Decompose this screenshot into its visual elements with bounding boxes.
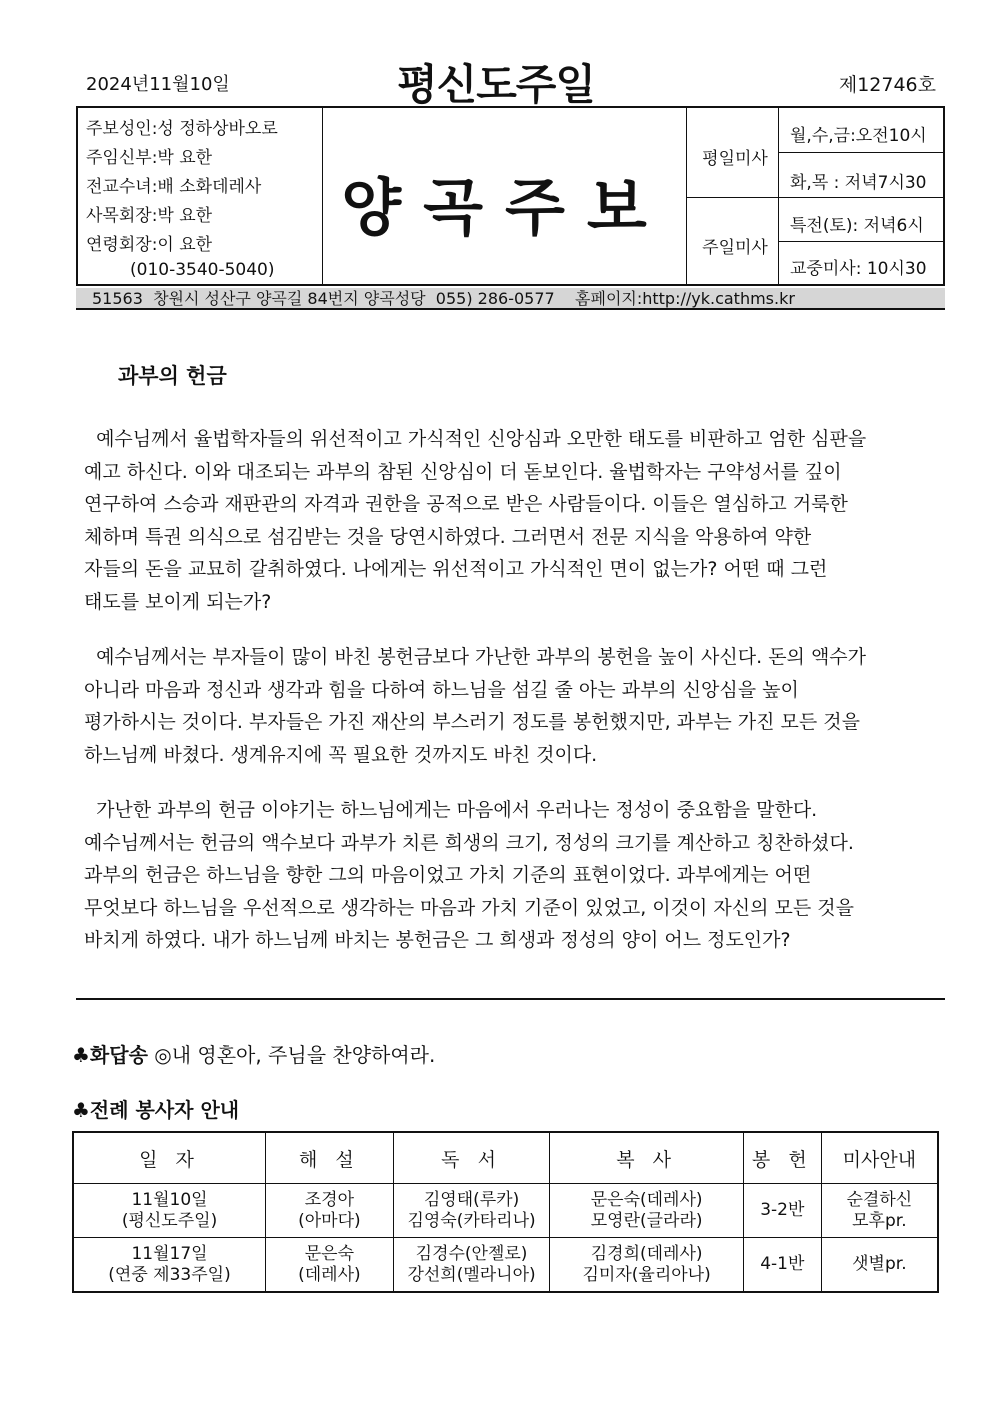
masthead	[76, 106, 945, 286]
header-date: 일 자	[73, 1132, 266, 1184]
cell-line: 모후pr.	[852, 1210, 907, 1231]
cell-line: (데레사)	[298, 1264, 361, 1285]
essay-line: 예고 하신다. 이와 대조되는 과부의 참된 신앙심이 더 돋보인다. 율법학자는 구약성서를 깊이	[84, 460, 842, 483]
essay-paragraph-3	[84, 794, 944, 957]
sunday-time-2: 교중미사: 10시30	[790, 259, 927, 279]
cell-altar-servers	[550, 1184, 744, 1238]
essay-line: 하느님께 바쳤다. 생계유지에 꼭 필요한 것까지도 바친 것이다.	[84, 743, 598, 766]
header-offering: 봉 헌	[743, 1132, 821, 1184]
sunday-mass-label: 주일미사	[702, 238, 768, 258]
cell-readers	[393, 1184, 550, 1238]
sunday-time-1: 특전(토): 저녁6시	[790, 216, 924, 236]
weekday-mass-label: 평일미사	[702, 149, 768, 169]
staff-patron: 주보성인:성 정하상바오로	[86, 119, 278, 139]
cell-commentary	[266, 1184, 394, 1238]
cell-line: 11월17일	[131, 1243, 208, 1264]
essay-line: 바치게 하였다. 내가 하느님께 바치는 봉헌금은 그 희생과 정성의 양이 어느 정도인가?	[84, 929, 791, 951]
essay-line: 체하며 특권 의식으로 섬김받는 것을 당연시하였다. 그러면서 전문 지식을 악용하여 약한	[84, 525, 812, 548]
cell-line: 문은숙(데레사)	[590, 1189, 703, 1210]
cell-line: (아마다)	[298, 1210, 361, 1231]
header-altar-servers: 복 사	[550, 1132, 744, 1184]
cell-offering: 4-1반	[743, 1238, 821, 1293]
cell-line: 문은숙	[304, 1243, 355, 1264]
cell-line: 11월10일	[131, 1189, 208, 1210]
staff-council-president: 사목회장:박 요한	[86, 206, 213, 226]
cell-line: 김영숙(카타리나)	[407, 1210, 536, 1231]
cell-line: 순결하신	[846, 1189, 913, 1210]
staff-sister: 전교수녀:배 소화데레사	[86, 177, 262, 197]
cell-line: 모영란(글라라)	[590, 1210, 703, 1231]
staff-funeral-president: 연령회장:이 요한	[86, 235, 213, 255]
weekday-time-2: 화,목 : 저녁7시30	[790, 173, 927, 193]
essay-line: 가난한 과부의 헌금 이야기는 하느님에게는 마음에서 우러나는 정성이 중요함을 말한다.	[84, 799, 818, 821]
cell-mass-info: 샛별pr.	[821, 1238, 938, 1293]
essay-title: 과부의 헌금	[118, 364, 227, 388]
cell-line: 조경아	[304, 1189, 355, 1210]
essay-line: 아니라 마음과 정신과 생각과 힘을 다하여 하느님을 섬길 줄 아는 과부의 신앙심을 높이	[84, 678, 799, 701]
weekday-time-1: 월,수,금:오전10시	[790, 126, 927, 146]
essay-line: 예수님께서 율법학자들의 위선적이고 가식적인 신앙심과 오만한 태도를 비판하고 엄한 심판을	[84, 428, 867, 450]
psalm-label: ♣화답송	[72, 1043, 148, 1067]
staff-phone: (010-3540-5040)	[130, 260, 275, 280]
section-divider	[76, 998, 945, 1000]
cell-line: 강선희(멜라니아)	[407, 1264, 536, 1285]
psalm-text: ◎내 영혼아, 주님을 찬양하여라.	[147, 1043, 436, 1067]
cell-line: (연중 제33주일)	[108, 1264, 231, 1285]
staff-pastor: 주임신부:박 요한	[86, 148, 213, 168]
address-bar	[76, 288, 945, 310]
essay-line: 무엇보다 하느님을 우선적으로 생각하는 마음과 가치 기준이 있었고, 이것이 자신의 모든 것을	[84, 896, 854, 919]
parish-bulletin-name: 양곡주보	[341, 171, 669, 244]
psalm-section	[72, 1039, 435, 1068]
essay-line: 평가하시는 것이다. 부자들은 가진 재산의 부스러기 정도를 봉헌했지만, 과부는 가진 모든 것을	[84, 711, 860, 733]
essay-line: 태도를 보이게 되는가?	[84, 590, 272, 613]
essay-paragraph-1	[84, 423, 944, 618]
cell-readers	[393, 1238, 550, 1293]
cell-altar-servers	[550, 1238, 744, 1293]
parish-address: 51563 창원시 성산구 양곡길 84번지 양곡성당 055) 286-0577 홈페이지:http://yk.cathms.kr	[92, 289, 795, 308]
bulletin-title: 평신도주일	[397, 60, 595, 109]
bulletin-date: 2024년11월10일	[86, 74, 230, 95]
servers-label: ♣전례 봉사자 안내	[72, 1098, 240, 1122]
cell-mass-info	[821, 1184, 938, 1238]
essay-line: 과부의 헌금은 하느님을 향한 그의 마음이었고 가치 기준의 표현이었다. 과부에게는 어떤	[84, 864, 812, 886]
table-row	[73, 1238, 938, 1293]
cell-date	[73, 1238, 266, 1293]
cell-line: 김경희(데레사)	[590, 1243, 703, 1264]
header-readers: 독 서	[393, 1132, 550, 1184]
cell-line: (평신도주일)	[121, 1210, 218, 1231]
table-header-row	[73, 1132, 938, 1184]
cell-line: 김영태(루카)	[423, 1189, 520, 1210]
header-commentary: 해 설	[266, 1132, 394, 1184]
cell-offering: 3-2반	[743, 1184, 821, 1238]
essay-line: 예수님께서는 헌금의 액수보다 과부가 치른 희생의 크기, 정성의 크기를 계산하고 칭찬하셨다.	[84, 831, 854, 854]
cell-date	[73, 1184, 266, 1238]
essay-line: 자들의 돈을 교묘히 갈취하였다. 나에게는 위선적이고 가식적인 면이 없는가? 어떤 때 그런	[84, 558, 828, 580]
essay-line: 연구하여 스승과 재판관의 자격과 권한을 공적으로 받은 사람들이다. 이들은 열심하고 거룩한	[84, 493, 848, 515]
issue-number: 제12746호	[838, 74, 936, 96]
essay-paragraph-2	[84, 641, 944, 771]
cell-line: 김경수(안젤로)	[415, 1243, 528, 1264]
servers-section-title	[72, 1094, 239, 1123]
header-mass-info: 미사안내	[821, 1132, 938, 1184]
table-row	[73, 1184, 938, 1238]
liturgy-servers-table	[72, 1131, 939, 1293]
cell-line: 김미자(율리아나)	[582, 1264, 711, 1285]
essay-line: 예수님께서는 부자들이 많이 바친 봉헌금보다 가난한 과부의 봉헌을 높이 사신다. 돈의 액수가	[84, 646, 867, 668]
cell-commentary	[266, 1238, 394, 1293]
